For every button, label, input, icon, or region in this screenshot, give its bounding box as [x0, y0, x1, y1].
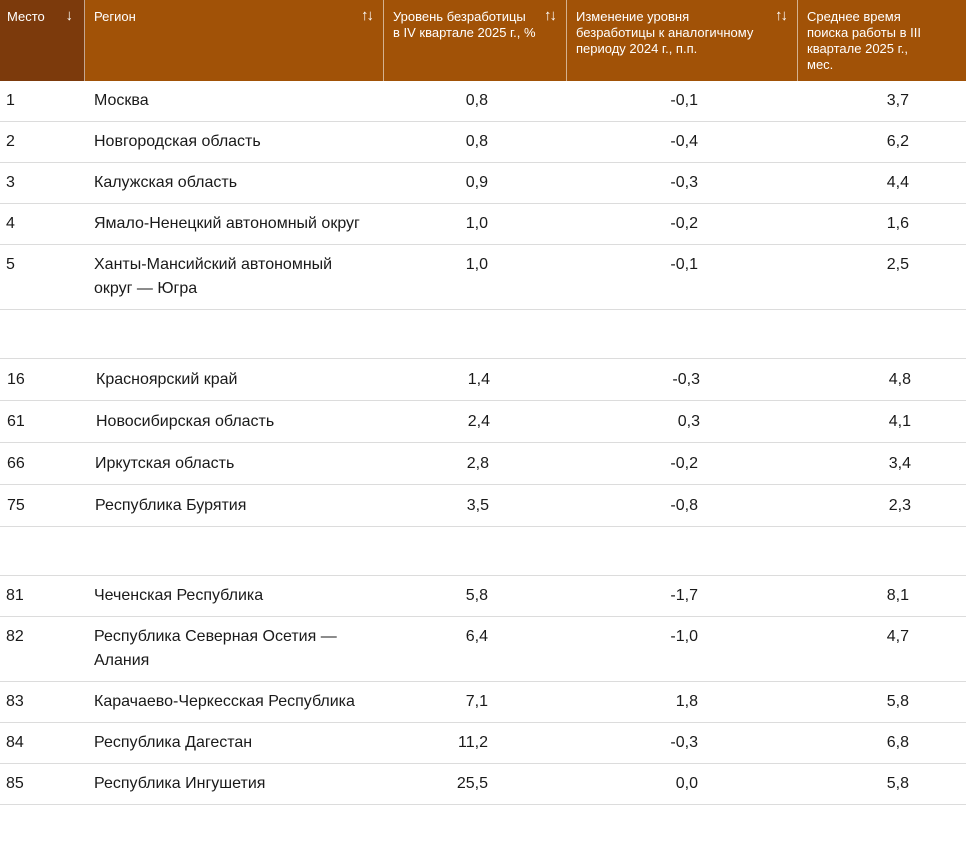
unemployment-cell: 6,4 [465, 628, 488, 645]
header-region[interactable] [85, 0, 384, 81]
change-cell: -0,1 [670, 92, 698, 109]
search-time-cell: 6,8 [886, 734, 909, 751]
rank-cell: 85 [6, 775, 24, 792]
rank-cell: 81 [6, 587, 24, 604]
rank-cell: 82 [6, 628, 24, 645]
search-time-cell: 3,7 [886, 92, 909, 109]
region-cell: Красноярский край [96, 371, 238, 388]
table-row [0, 81, 966, 122]
unemployment-cell: 1,4 [467, 371, 490, 388]
table-row [0, 204, 966, 245]
unemployment-cell: 2,8 [466, 455, 489, 472]
unemployment-cell: 7,1 [465, 693, 488, 710]
header-rank-label: Место [7, 9, 45, 24]
unemployment-cell: 1,0 [465, 256, 488, 273]
region-cell: Карачаево-Черкесская Республика [94, 693, 355, 710]
sort-icon[interactable]: ↑↓ [775, 7, 786, 24]
table-row [0, 245, 966, 310]
region-cell: Чеченская Республика [94, 587, 264, 604]
region-cell: Калужская область [94, 174, 238, 191]
table-row [0, 443, 966, 485]
region-cell: Москва [94, 92, 149, 109]
search-time-cell: 1,6 [886, 215, 909, 232]
change-cell: -1,7 [670, 587, 698, 604]
table-row [0, 401, 966, 443]
change-cell: -1,0 [670, 628, 698, 645]
group-separator [0, 527, 966, 576]
search-time-cell: 4,4 [886, 174, 909, 191]
unemployment-cell: 3,5 [466, 497, 489, 514]
rank-cell: 2 [6, 133, 15, 150]
rank-cell: 83 [6, 693, 24, 710]
change-cell: -0,2 [670, 215, 698, 232]
search-time-cell: 5,8 [886, 775, 909, 792]
search-time-cell: 4,7 [886, 628, 909, 645]
change-cell: -0,1 [670, 256, 698, 273]
change-cell: 1,8 [675, 693, 698, 710]
rank-cell: 5 [6, 256, 15, 273]
search-time-cell: 2,3 [888, 497, 911, 514]
rank-cell: 61 [7, 413, 25, 430]
table-header [0, 0, 966, 81]
unemployment-cell: 0,9 [465, 174, 488, 191]
unemployment-cell: 0,8 [465, 92, 488, 109]
search-time-cell: 4,8 [888, 371, 911, 388]
search-time-cell: 2,5 [886, 256, 909, 273]
header-search-time [798, 0, 966, 81]
region-cell: Республика Дагестан [94, 734, 253, 751]
unemployment-cell: 11,2 [458, 734, 488, 751]
rank-cell: 66 [7, 455, 25, 472]
header-search-time-label: Среднее время поиска работы в III квартале 2025 г., мес. [807, 9, 921, 72]
change-cell: 0,3 [677, 413, 700, 430]
rank-cell: 1 [6, 92, 15, 109]
change-cell: 0,0 [675, 775, 698, 792]
header-change-label: Изменение уровня безработицы к аналогичному периоду 2024 г., п.п. [576, 9, 754, 56]
header-unemployment-label: Уровень безработицы в IV квартале 2025 г., % [393, 9, 536, 40]
change-cell: -0,3 [672, 371, 700, 388]
rank-cell: 4 [6, 215, 15, 232]
region-cell: Новгородская область [94, 133, 261, 150]
search-time-cell: 5,8 [886, 693, 909, 710]
header-region-label: Регион [94, 9, 136, 24]
unemployment-cell: 5,8 [465, 587, 488, 604]
rank-cell: 84 [6, 734, 24, 751]
rank-cell: 16 [7, 371, 25, 388]
header-change[interactable] [567, 0, 798, 81]
unemployment-cell: 25,5 [456, 775, 488, 792]
change-cell: -0,3 [670, 174, 698, 191]
table-row [0, 723, 966, 764]
header-rank[interactable] [0, 0, 85, 81]
search-time-cell: 8,1 [886, 587, 909, 604]
table-row [0, 163, 966, 204]
search-time-cell: 3,4 [888, 455, 911, 472]
table-row [0, 576, 966, 617]
table-row [0, 359, 966, 401]
sort-descending-icon[interactable]: ↓ [65, 7, 71, 24]
region-cell: Ханты-Мансийский автономный округ — Югра [94, 256, 333, 297]
region-cell: Новосибирская область [96, 413, 275, 430]
rank-cell: 75 [7, 497, 25, 514]
change-cell: -0,3 [670, 734, 698, 751]
rank-cell: 3 [6, 174, 15, 191]
table-row [0, 122, 966, 163]
unemployment-cell: 2,4 [467, 413, 490, 430]
change-cell: -0,4 [670, 133, 698, 150]
table-row [0, 764, 966, 805]
search-time-cell: 6,2 [886, 133, 909, 150]
sort-icon[interactable]: ↑↓ [544, 7, 555, 24]
region-cell: Республика Ингушетия [94, 775, 266, 792]
unemployment-cell: 0,8 [465, 133, 488, 150]
search-time-cell: 4,1 [888, 413, 911, 430]
table-row [0, 617, 966, 682]
region-cell: Республика Бурятия [95, 497, 247, 514]
region-cell: Ямало-Ненецкий автономный округ [94, 215, 360, 232]
table-row [0, 682, 966, 723]
region-cell: Иркутская область [95, 455, 235, 472]
sort-icon[interactable]: ↑↓ [361, 7, 372, 24]
region-cell: Республика Северная Осетия — Алания [94, 628, 337, 669]
group-separator [0, 310, 966, 359]
change-cell: -0,8 [670, 497, 698, 514]
unemployment-cell: 1,0 [465, 215, 488, 232]
table-row [0, 485, 966, 527]
header-unemployment[interactable] [384, 0, 567, 81]
change-cell: -0,2 [670, 455, 698, 472]
